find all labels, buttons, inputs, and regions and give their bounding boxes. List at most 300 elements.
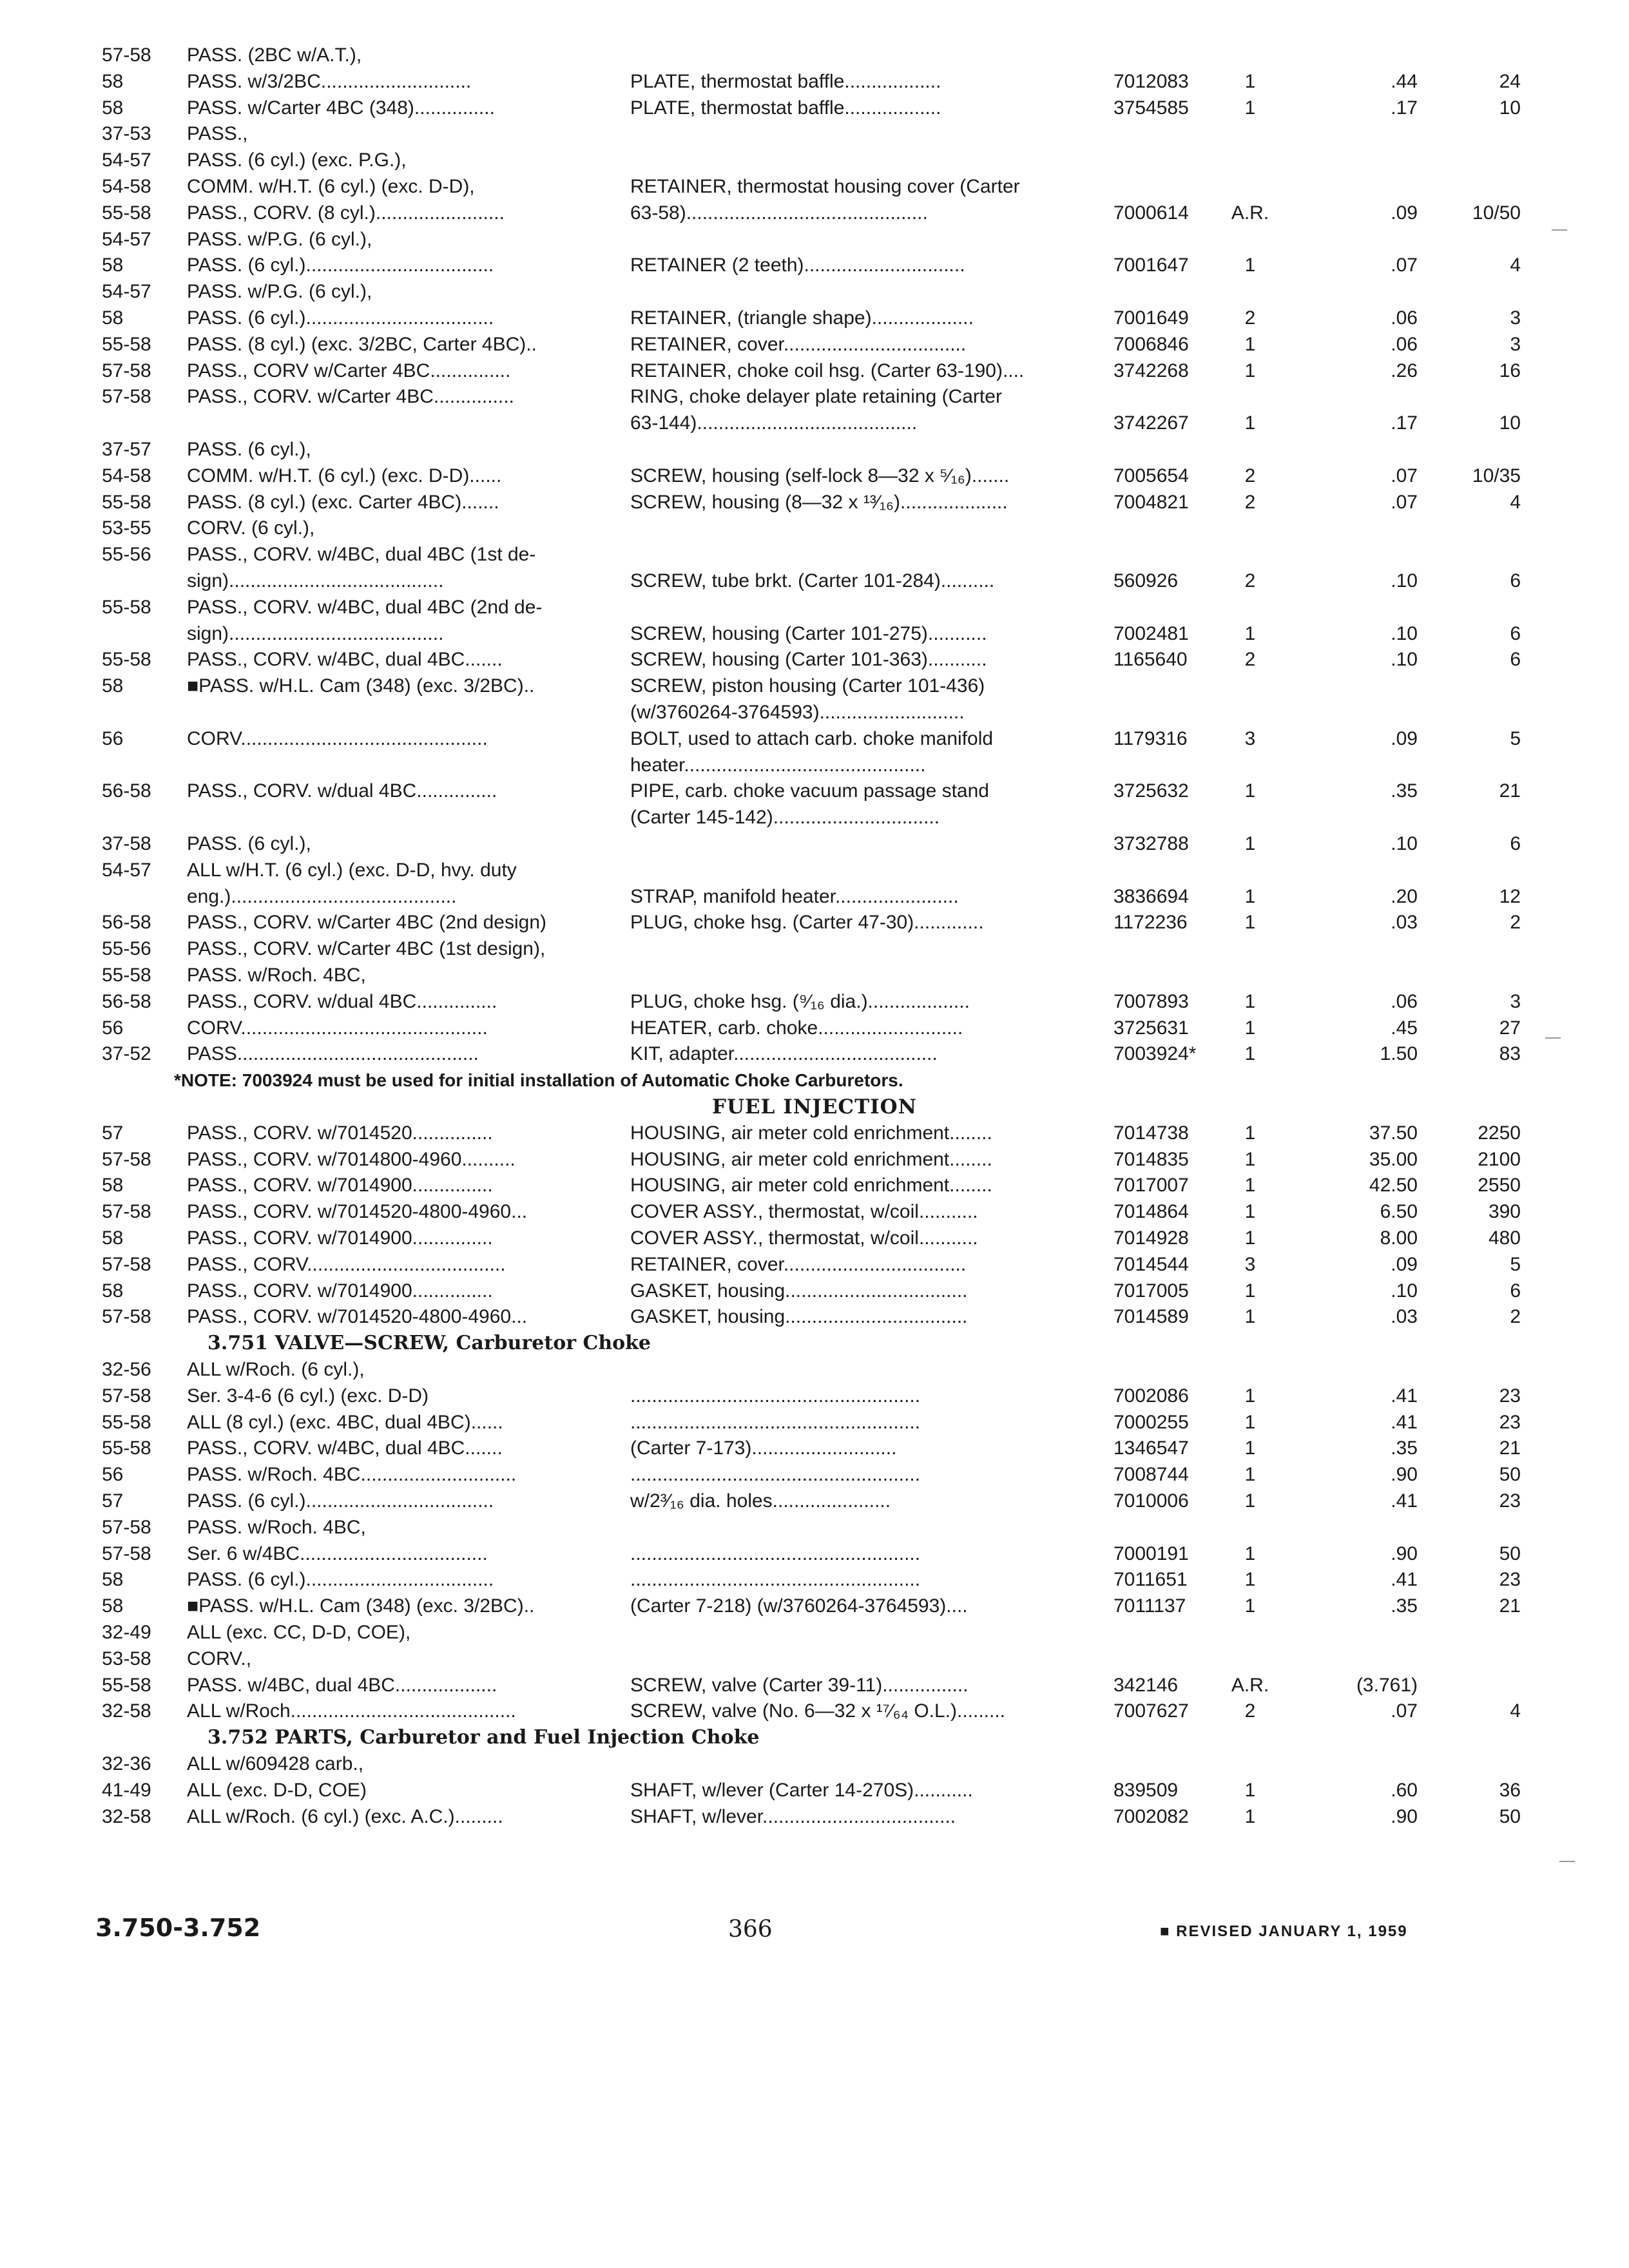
part-number: 3725631 xyxy=(1113,1017,1189,1039)
table-row xyxy=(0,1673,1629,1698)
application: ALL w/Roch. (6 cyl.), xyxy=(187,1359,365,1380)
application: ALL w/609428 carb., xyxy=(187,1753,364,1774)
year-range: 57-58 xyxy=(102,1516,151,1538)
application: PASS. (2BC w/A.T.), xyxy=(187,44,362,66)
price: .07 xyxy=(1391,465,1418,486)
part-number: 7014738 xyxy=(1113,1122,1189,1144)
part-number: 7004821 xyxy=(1113,491,1189,513)
price: .41 xyxy=(1391,1490,1418,1512)
price: .09 xyxy=(1391,727,1418,749)
quantity: 1 xyxy=(1244,70,1256,92)
part-description: SCREW, housing (Carter 101-363)........... xyxy=(630,649,987,671)
year-range: 57-58 xyxy=(102,1253,151,1275)
application: PASS. (6 cyl.), xyxy=(187,833,311,854)
list-price: 5 xyxy=(1510,727,1521,749)
list-price: 5 xyxy=(1510,1253,1521,1275)
list-price: 21 xyxy=(1499,780,1521,802)
year-range: 55-58 xyxy=(102,491,151,513)
quantity: 1 xyxy=(1244,885,1256,907)
price: .03 xyxy=(1391,1306,1418,1328)
quantity: A.R. xyxy=(1231,202,1269,224)
quantity: 1 xyxy=(1244,1595,1256,1617)
price: .10 xyxy=(1391,570,1418,591)
application: PASS. w/4BC, dual 4BC................... xyxy=(187,1674,497,1696)
part-number: 7005654 xyxy=(1113,465,1189,486)
year-range: 58 xyxy=(102,1569,124,1591)
quantity: 1 xyxy=(1244,1148,1256,1170)
table-row xyxy=(0,673,1629,699)
year-range: 55-58 xyxy=(102,596,151,618)
part-number: 7008744 xyxy=(1113,1464,1189,1486)
table-row xyxy=(0,437,1629,463)
revision-note: ■ REVISED JANUARY 1, 1959 xyxy=(1160,1923,1408,1940)
table-row xyxy=(0,1225,1629,1251)
application: PASS., CORV. (8 cyl.)........................ xyxy=(187,202,505,224)
quantity: 1 xyxy=(1244,1569,1256,1591)
application: PASS. w/Roch. 4BC, xyxy=(187,1516,366,1538)
table-row xyxy=(0,332,1629,358)
part-description: RETAINER, cover.................................. xyxy=(630,1253,967,1275)
quantity: 2 xyxy=(1244,465,1256,486)
application: PASS., CORV. w/Carter 4BC............... xyxy=(187,386,514,408)
part-number: 839509 xyxy=(1113,1779,1179,1801)
application: PASS. w/Roch. 4BC, xyxy=(187,965,366,986)
group-title: 3.751 VALVE—SCREW, Carburetor Choke xyxy=(207,1332,651,1355)
application: CORV.............................................. xyxy=(187,1017,488,1039)
list-price: 2100 xyxy=(1478,1148,1521,1170)
part-number: 7002481 xyxy=(1113,622,1189,644)
table-row xyxy=(0,1462,1629,1488)
list-price: 6 xyxy=(1510,833,1521,854)
application: PASS., CORV. w/7014900............... xyxy=(187,1227,493,1249)
part-description: ...................................................... xyxy=(630,1542,921,1564)
quantity: 1 xyxy=(1244,833,1256,854)
edge-mark xyxy=(1545,1037,1561,1039)
year-range: 56 xyxy=(102,727,124,749)
year-range: 55-58 xyxy=(102,1411,151,1433)
list-price: 3 xyxy=(1510,333,1521,355)
list-price: 83 xyxy=(1499,1043,1521,1065)
part-description: RETAINER, thermostat housing cover (Carter xyxy=(630,176,1020,197)
quantity: 2 xyxy=(1244,307,1256,329)
application: PASS., CORV. w/7014900............... xyxy=(187,1175,493,1196)
price: .06 xyxy=(1391,990,1418,1012)
part-number: 7011651 xyxy=(1113,1569,1188,1591)
part-description: (Carter 7-173)........................... xyxy=(630,1437,897,1459)
quantity: 1 xyxy=(1244,1227,1256,1249)
application: PASS., CORV. w/dual 4BC............... xyxy=(187,780,497,802)
quantity: 1 xyxy=(1244,912,1256,934)
part-number: 7007627 xyxy=(1113,1700,1189,1722)
price: 8.00 xyxy=(1380,1227,1418,1249)
price: .90 xyxy=(1391,1542,1418,1564)
part-description: SCREW, housing (self-lock 8—32 x ⁵⁄₁₆)....... xyxy=(630,465,1010,486)
table-row xyxy=(0,279,1629,305)
application: ALL w/H.T. (6 cyl.) (exc. D-D, hvy. duty xyxy=(187,859,517,881)
price: 6.50 xyxy=(1380,1201,1418,1223)
application: sign)........................................ xyxy=(187,622,444,644)
application: ALL (8 cyl.) (exc. 4BC, dual 4BC)...... xyxy=(187,1411,503,1433)
application: PASS., CORV w/Carter 4BC............... xyxy=(187,360,511,381)
year-range: 58 xyxy=(102,255,124,276)
part-description: PLATE, thermostat baffle.................. xyxy=(630,70,941,92)
year-range: 55-58 xyxy=(102,1437,151,1459)
price: .06 xyxy=(1391,307,1418,329)
application: Ser. 3-4-6 (6 cyl.) (exc. D-D) xyxy=(187,1385,429,1407)
year-range: 57-58 xyxy=(102,1201,151,1223)
price: .44 xyxy=(1391,70,1418,92)
part-number: 3732788 xyxy=(1113,833,1189,854)
year-range: 53-55 xyxy=(102,517,151,539)
quantity: 1 xyxy=(1244,1122,1256,1144)
price: 42.50 xyxy=(1369,1175,1418,1196)
year-range: 56-58 xyxy=(102,912,151,934)
quantity: 1 xyxy=(1244,780,1256,802)
application: ALL w/Roch. (6 cyl.) (exc. A.C.)......... xyxy=(187,1805,503,1827)
application: PASS., CORV. w/7014800-4960.......... xyxy=(187,1148,516,1170)
table-row xyxy=(0,253,1629,278)
year-range: 32-58 xyxy=(102,1700,151,1722)
list-price: 10/50 xyxy=(1472,202,1521,224)
price: .07 xyxy=(1391,255,1418,276)
year-range: 57-58 xyxy=(102,1306,151,1328)
list-price: 2 xyxy=(1510,912,1521,934)
year-range: 32-49 xyxy=(102,1622,151,1643)
list-price: 21 xyxy=(1499,1595,1521,1617)
list-price: 36 xyxy=(1499,1779,1521,1801)
price: 35.00 xyxy=(1369,1148,1418,1170)
part-number: 3742268 xyxy=(1113,360,1189,381)
table-row xyxy=(0,305,1629,331)
part-description: RETAINER, choke coil hsg. (Carter 63-190).... xyxy=(630,360,1025,381)
table-row xyxy=(0,1147,1629,1173)
list-price: 2550 xyxy=(1478,1175,1521,1196)
part-description: SCREW, valve (Carter 39-11)................ xyxy=(630,1674,969,1696)
list-price: 16 xyxy=(1499,360,1521,381)
part-description: (Carter 145-142)............................... xyxy=(630,807,940,829)
list-price: 4 xyxy=(1510,1700,1521,1722)
application: PASS. w/Roch. 4BC............................. xyxy=(187,1464,517,1486)
application: PASS. (8 cyl.) (exc. Carter 4BC)....... xyxy=(187,491,499,513)
application: PASS. (6 cyl.), xyxy=(187,439,311,460)
price: .10 xyxy=(1391,833,1418,854)
list-price: 10 xyxy=(1499,412,1521,434)
group-title: 3.752 PARTS, Carburetor and Fuel Injection Choke xyxy=(207,1726,760,1749)
part-number: 7006846 xyxy=(1113,333,1189,355)
year-range: 56-58 xyxy=(102,780,151,802)
price: .26 xyxy=(1391,360,1418,381)
part-number: 3836694 xyxy=(1113,885,1189,907)
table-row xyxy=(0,805,1629,831)
application: PASS. (6 cyl.) (exc. P.G.), xyxy=(187,149,407,171)
table-row xyxy=(0,463,1629,489)
table-row xyxy=(0,1488,1629,1514)
table-row xyxy=(0,568,1629,594)
table-row xyxy=(0,69,1629,95)
year-range: 53-58 xyxy=(102,1648,151,1669)
year-range: 55-58 xyxy=(102,202,151,224)
table-row xyxy=(0,121,1629,147)
list-price: 6 xyxy=(1510,622,1521,644)
list-price: 3 xyxy=(1510,307,1521,329)
part-number: 7014835 xyxy=(1113,1148,1189,1170)
group-heading xyxy=(0,1331,1629,1356)
quantity: A.R. xyxy=(1231,1674,1269,1696)
table-row xyxy=(0,515,1629,541)
quantity: 1 xyxy=(1244,1437,1256,1459)
quantity: 3 xyxy=(1244,1253,1256,1275)
table-row xyxy=(0,1173,1629,1198)
list-price: 50 xyxy=(1499,1464,1521,1486)
application: CORV.............................................. xyxy=(187,727,488,749)
part-description: HOUSING, air meter cold enrichment........ xyxy=(630,1122,992,1144)
part-description: PIPE, carb. choke vacuum passage stand xyxy=(630,780,989,802)
part-number: 3725632 xyxy=(1113,780,1189,802)
part-description: GASKET, housing.................................. xyxy=(630,1280,968,1302)
part-number: 7003924* xyxy=(1113,1043,1197,1065)
year-range: 54-57 xyxy=(102,228,151,250)
quantity: 2 xyxy=(1244,1700,1256,1722)
quantity: 1 xyxy=(1244,360,1256,381)
price: .07 xyxy=(1391,491,1418,513)
table-row xyxy=(0,384,1629,410)
table-row xyxy=(0,1383,1629,1409)
part-number: 7017005 xyxy=(1113,1280,1189,1302)
table-row xyxy=(0,1410,1629,1436)
table-row xyxy=(0,1515,1629,1541)
table-row xyxy=(0,227,1629,253)
part-number: 7010006 xyxy=(1113,1490,1189,1512)
table-row xyxy=(0,1015,1629,1041)
part-number: 3754585 xyxy=(1113,97,1189,119)
list-price: 480 xyxy=(1488,1227,1521,1249)
table-row xyxy=(0,963,1629,988)
application: ALL w/Roch.......................................... xyxy=(187,1700,516,1722)
part-number: 1179316 xyxy=(1113,727,1188,749)
list-price: 2 xyxy=(1510,1306,1521,1328)
table-row xyxy=(0,1252,1629,1278)
year-range: 57 xyxy=(102,1122,124,1144)
price: .20 xyxy=(1391,885,1418,907)
part-number: 7014544 xyxy=(1113,1253,1189,1275)
list-price: 23 xyxy=(1499,1411,1521,1433)
table-row xyxy=(0,1357,1629,1383)
year-range: 56 xyxy=(102,1017,124,1039)
price: .03 xyxy=(1391,912,1418,934)
list-price: 6 xyxy=(1510,1280,1521,1302)
part-description: ...................................................... xyxy=(630,1464,921,1486)
part-description: 63-144)......................................... xyxy=(630,412,918,434)
part-number: 7007893 xyxy=(1113,990,1189,1012)
part-number: 7017007 xyxy=(1113,1175,1189,1196)
part-number: 1165640 xyxy=(1113,649,1188,671)
application: ■PASS. w/H.L. Cam (348) (exc. 3/2BC).. xyxy=(187,1595,535,1617)
table-row xyxy=(0,1541,1629,1567)
quantity: 1 xyxy=(1244,1464,1256,1486)
list-price: 390 xyxy=(1488,1201,1521,1223)
table-row xyxy=(0,1436,1629,1461)
price: .41 xyxy=(1391,1411,1418,1433)
quantity: 1 xyxy=(1244,1201,1256,1223)
quantity: 1 xyxy=(1244,1306,1256,1328)
table-row xyxy=(0,595,1629,620)
price: .90 xyxy=(1391,1805,1418,1827)
application: ■PASS. w/H.L. Cam (348) (exc. 3/2BC).. xyxy=(187,675,535,697)
list-price: 23 xyxy=(1499,1490,1521,1512)
table-row xyxy=(0,490,1629,515)
part-description: RETAINER (2 teeth).............................. xyxy=(630,255,965,276)
quantity: 1 xyxy=(1244,333,1256,355)
application: PASS., xyxy=(187,123,248,145)
part-description: SCREW, tube brkt. (Carter 101-284).......... xyxy=(630,570,995,591)
table-row xyxy=(0,410,1629,436)
quantity: 1 xyxy=(1244,255,1256,276)
table-row xyxy=(0,542,1629,568)
edge-mark xyxy=(1559,1861,1575,1862)
table-row xyxy=(0,1567,1629,1593)
year-range: 32-58 xyxy=(102,1805,151,1827)
list-price: 24 xyxy=(1499,70,1521,92)
quantity: 1 xyxy=(1244,97,1256,119)
edge-mark xyxy=(1552,229,1567,231)
table-row xyxy=(0,884,1629,910)
part-number: 7000191 xyxy=(1113,1542,1189,1564)
year-range: 32-36 xyxy=(102,1753,151,1774)
application: PASS. (6 cyl.)................................... xyxy=(187,255,494,276)
part-number: 342146 xyxy=(1113,1674,1179,1696)
list-price: 10 xyxy=(1499,97,1521,119)
year-range: 55-58 xyxy=(102,333,151,355)
section-range: 3.750-3.752 xyxy=(95,1914,261,1942)
application: COMM. w/H.T. (6 cyl.) (exc. D-D), xyxy=(187,176,475,197)
application: PASS., CORV. w/4BC, dual 4BC (2nd de- xyxy=(187,596,543,618)
application: PASS. (6 cyl.)................................... xyxy=(187,1569,494,1591)
part-description: COVER ASSY., thermostat, w/coil........... xyxy=(630,1201,978,1223)
quantity: 1 xyxy=(1244,412,1256,434)
application: PASS............................................. xyxy=(187,1043,479,1065)
list-price: 12 xyxy=(1499,885,1521,907)
application: ALL (exc. CC, D-D, COE), xyxy=(187,1622,411,1643)
part-number: 7014864 xyxy=(1113,1201,1189,1223)
application: PASS., CORV. w/4BC, dual 4BC....... xyxy=(187,1437,503,1459)
table-row xyxy=(0,1778,1629,1803)
part-description: STRAP, manifold heater....................... xyxy=(630,885,959,907)
table-row xyxy=(0,1278,1629,1304)
table-row xyxy=(0,1646,1629,1672)
price: .09 xyxy=(1391,202,1418,224)
year-range: 54-57 xyxy=(102,859,151,881)
part-description: COVER ASSY., thermostat, w/coil........... xyxy=(630,1227,978,1249)
application: PASS., CORV. w/7014520-4800-4960... xyxy=(187,1201,528,1223)
page-number: 366 xyxy=(728,1916,773,1943)
quantity: 1 xyxy=(1244,1805,1256,1827)
quantity: 1 xyxy=(1244,1779,1256,1801)
group-heading xyxy=(0,1725,1629,1751)
year-range: 37-53 xyxy=(102,123,151,145)
quantity: 2 xyxy=(1244,570,1256,591)
part-description: 63-58)............................................. xyxy=(630,202,928,224)
application: PASS. (8 cyl.) (exc. 3/2BC, Carter 4BC).. xyxy=(187,333,537,355)
year-range: 57 xyxy=(102,1490,124,1512)
year-range: 32-56 xyxy=(102,1359,151,1380)
price: .35 xyxy=(1391,1437,1418,1459)
price: .10 xyxy=(1391,1280,1418,1302)
price: .45 xyxy=(1391,1017,1418,1039)
price: .07 xyxy=(1391,1700,1418,1722)
price: .10 xyxy=(1391,649,1418,671)
part-description: PLUG, choke hsg. (Carter 47-30)............. xyxy=(630,912,984,934)
list-price: 50 xyxy=(1499,1542,1521,1564)
table-row xyxy=(0,43,1629,68)
part-number: 7011137 xyxy=(1113,1595,1186,1617)
application: CORV., xyxy=(187,1648,252,1669)
year-range: 55-56 xyxy=(102,938,151,960)
application: PASS., CORV. w/4BC, dual 4BC....... xyxy=(187,649,503,671)
part-description: RETAINER, (triangle shape)................... xyxy=(630,307,974,329)
list-price: 2250 xyxy=(1478,1122,1521,1144)
price: .10 xyxy=(1391,622,1418,644)
table-row xyxy=(0,1698,1629,1724)
table-row xyxy=(0,148,1629,173)
application: PASS., CORV. w/dual 4BC............... xyxy=(187,990,497,1012)
year-range: 55-58 xyxy=(102,965,151,986)
part-description: ...................................................... xyxy=(630,1569,921,1591)
year-range: 57-58 xyxy=(102,1542,151,1564)
part-description: SCREW, valve (No. 6—32 x ¹⁷⁄₆₄ O.L.)......... xyxy=(630,1700,1006,1722)
list-price: 6 xyxy=(1510,649,1521,671)
list-price: 4 xyxy=(1510,255,1521,276)
part-description: HOUSING, air meter cold enrichment........ xyxy=(630,1148,992,1170)
table-row xyxy=(0,753,1629,778)
part-description: ...................................................... xyxy=(630,1411,921,1433)
table-row xyxy=(0,831,1629,857)
application: PASS., CORV. w/Carter 4BC (1st design), xyxy=(187,938,546,960)
footnote xyxy=(0,1068,1629,1093)
quantity: 1 xyxy=(1244,990,1256,1012)
year-range: 55-58 xyxy=(102,649,151,671)
part-description: RETAINER, cover.................................. xyxy=(630,333,967,355)
part-description: ...................................................... xyxy=(630,1385,921,1407)
year-range: 58 xyxy=(102,97,124,119)
part-number: 1172236 xyxy=(1113,912,1188,934)
table-row xyxy=(0,95,1629,121)
part-number: 7001647 xyxy=(1113,255,1189,276)
year-range: 58 xyxy=(102,1175,124,1196)
price: 1.50 xyxy=(1380,1043,1418,1065)
quantity: 1 xyxy=(1244,1542,1256,1564)
table-row xyxy=(0,1804,1629,1830)
application: PASS. w/P.G. (6 cyl.), xyxy=(187,228,372,250)
part-number: 1346547 xyxy=(1113,1437,1189,1459)
part-description: SCREW, piston housing (Carter 101-436) xyxy=(630,675,985,697)
part-description: SHAFT, w/lever.................................... xyxy=(630,1805,956,1827)
application: PASS., CORV..................................... xyxy=(187,1253,506,1275)
table-row xyxy=(0,1593,1629,1619)
application: ALL (exc. D-D, COE) xyxy=(187,1779,367,1801)
note-text: *NOTE: 7003924 must be used for initial installation of Automatic Choke Carburetors. xyxy=(174,1070,903,1091)
application: PASS. w/P.G. (6 cyl.), xyxy=(187,281,372,303)
year-range: 56-58 xyxy=(102,990,151,1012)
part-number: 7001649 xyxy=(1113,307,1189,329)
application: PASS. w/3/2BC............................ xyxy=(187,70,472,92)
year-range: 54-57 xyxy=(102,149,151,171)
part-description: GASKET, housing.................................. xyxy=(630,1306,968,1328)
table-row xyxy=(0,1041,1629,1067)
year-range: 57-58 xyxy=(102,386,151,408)
quantity: 3 xyxy=(1244,727,1256,749)
price: 37.50 xyxy=(1369,1122,1418,1144)
part-description: RING, choke delayer plate retaining (Carter xyxy=(630,386,1002,408)
